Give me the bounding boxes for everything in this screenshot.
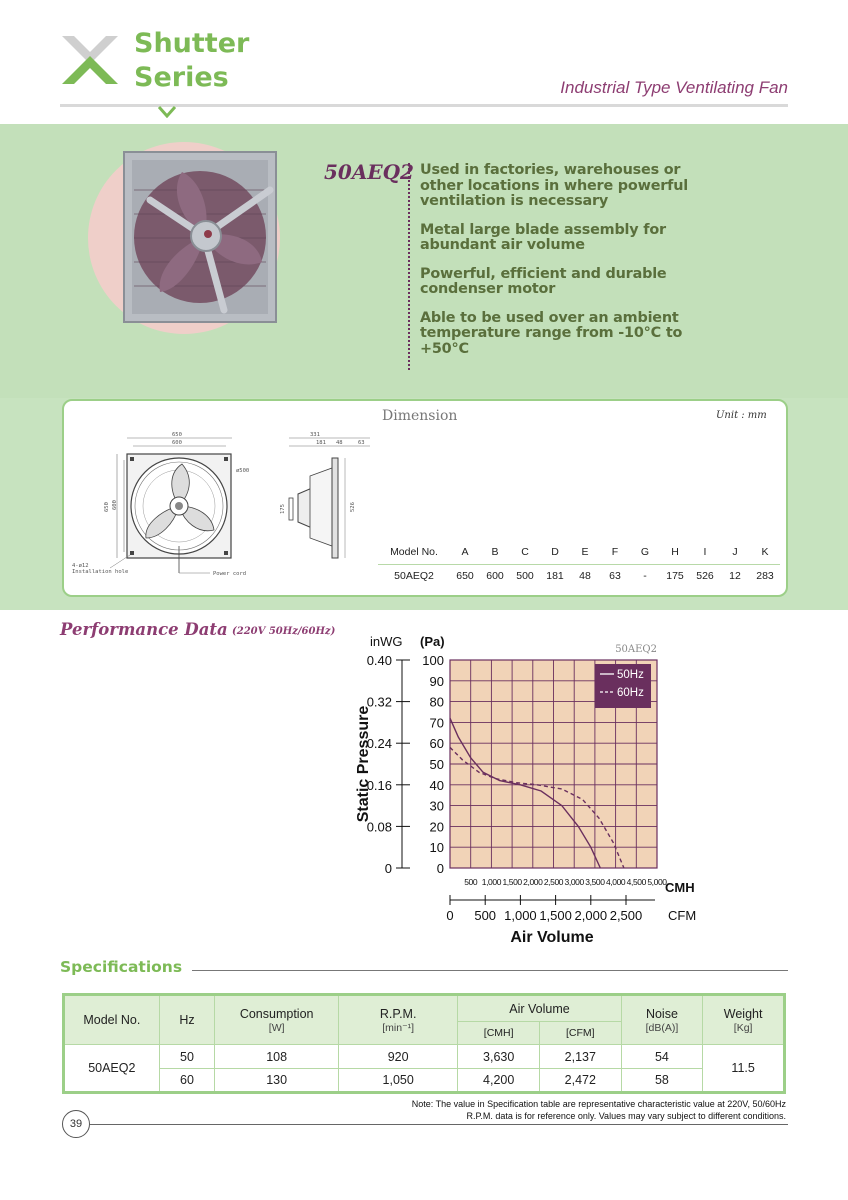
chart-title: 50AEQ2 [615, 644, 657, 655]
spec-header-noise [621, 995, 703, 1045]
x-unit-cmh: CMH [665, 880, 695, 895]
dim-label-depth-total: 331 [310, 432, 320, 438]
y-tick-label-pa: 10 [429, 840, 444, 856]
dim-label-h-inner: 600 [112, 500, 118, 510]
spec-header-air: Air Volume [458, 995, 621, 1022]
spec-header-rpm-unit: [min⁻¹] [382, 1021, 415, 1034]
y-tick-label-pa: 70 [429, 715, 444, 731]
y-tick-label-inwg: 0.16 [366, 777, 392, 793]
x-axis-label: Air Volume [510, 929, 594, 946]
dim-value: 181 [546, 570, 564, 583]
y-tick-label-inwg: 0 [384, 861, 392, 876]
chevron-down-icon [158, 106, 176, 118]
spec-header-weight-label: Weight [723, 1006, 763, 1021]
y-tick-label-pa: 30 [429, 798, 444, 814]
x-tick-label-cmh: 4,000 [605, 877, 626, 887]
footer-divider [90, 1124, 788, 1125]
x-tick-label-cfm: 1,500 [539, 908, 572, 923]
y-tick-label-inwg: 0.08 [366, 819, 392, 835]
spec-note-line-2: R.P.M. data is for reference only. Values may vary subject to different conditions. [466, 1111, 786, 1121]
spec-note-line-1: Note: The value in Specification table are representative characteristic value at 220V, 50/60Hz [411, 1099, 786, 1109]
x-tick-label-cfm: 2,000 [574, 908, 608, 923]
feature-item: Able to be used over an ambient temperature range from -10°C to +50°C [420, 309, 683, 357]
feature-item: Powerful, efficient and durable condenser motor [420, 265, 667, 297]
dim-value: 650 [456, 570, 474, 583]
x-tick-label-cmh: 1,000 [481, 877, 502, 887]
dim-value: 600 [486, 570, 504, 583]
spec-consumption: 108 [215, 1045, 339, 1069]
dim-col-header: C [510, 540, 540, 564]
dim-label-depth-a: 181 [316, 440, 326, 446]
dim-header-model: Model No. [378, 540, 450, 564]
spec-weight: 11.5 [703, 1045, 785, 1093]
dim-value: 283 [756, 570, 774, 583]
table-row [64, 1045, 785, 1069]
page-number: 39 [62, 1110, 90, 1138]
spec-header-rpm-label: R.P.M. [379, 1006, 417, 1021]
dim-value: 12 [729, 570, 741, 583]
specifications-table [62, 993, 786, 1094]
dim-value: 48 [579, 570, 591, 583]
series-name-line1: Shutter [134, 28, 250, 59]
dimension-table-header [378, 540, 780, 564]
spec-noise: 54 [621, 1045, 703, 1069]
product-model-name: 50AEQ2 [324, 160, 414, 184]
spec-noise: 58 [621, 1069, 703, 1093]
dim-col-header: I [690, 540, 720, 564]
legend-label: 60Hz [617, 687, 644, 699]
dimension-drawing [70, 428, 370, 583]
x-tick-label-cmh: 2,000 [523, 877, 543, 887]
dim-col-header: G [630, 540, 660, 564]
y-unit-pa: (Pa) [420, 634, 445, 649]
feature-list [408, 163, 698, 370]
x-tick-label-cmh: 2,500 [543, 877, 564, 887]
dimension-title: Dimension [382, 408, 458, 424]
x-tick-label-cfm: 0 [446, 908, 454, 923]
dim-label-w-inner: 600 [172, 440, 182, 446]
spec-cfm: 2,472 [539, 1069, 621, 1093]
spec-header-noise-unit: [dB(A)] [645, 1021, 679, 1034]
spec-header-weight [703, 995, 785, 1045]
dim-label-depth-b: 48 [336, 440, 343, 446]
ventilating-fan-image [120, 150, 280, 325]
spec-header-model: Model No. [64, 995, 160, 1045]
spec-header-cmh: [CMH] [458, 1022, 540, 1045]
spec-model: 50AEQ2 [64, 1045, 160, 1093]
dim-label-diameter: ø500 [236, 468, 250, 474]
dim-label-h-outer: 650 [104, 502, 110, 512]
spec-header-cfm: [CFM] [539, 1022, 621, 1045]
spec-cfm: 2,137 [539, 1045, 621, 1069]
brand-logo-icon [60, 32, 120, 88]
dim-col-header: E [570, 540, 600, 564]
spec-header-weight-unit: [Kg] [733, 1021, 753, 1034]
feature-item: Metal large blade assembly for abundant air volume [420, 221, 666, 253]
spec-hz: 60 [159, 1069, 215, 1093]
x-tick-label-cmh: 5,000 [647, 877, 667, 887]
y-tick-label-pa: 60 [429, 736, 444, 752]
dim-label-cord: 526 [350, 502, 356, 512]
dim-value: 500 [516, 570, 534, 583]
y-tick-label-inwg: 0.32 [366, 694, 392, 710]
x-tick-label-cmh: 3,000 [564, 877, 584, 887]
dim-col-header: B [480, 540, 510, 564]
dim-label-hole: 175 [280, 504, 286, 514]
power-cord-label: Power cord [213, 571, 247, 577]
spec-hz: 50 [159, 1045, 215, 1069]
table-row [64, 1069, 785, 1093]
x-tick-label-cmh: 500 [464, 877, 478, 887]
dim-col-header: F [600, 540, 630, 564]
specifications-title: Specifications [60, 958, 183, 976]
y-tick-label-pa: 20 [429, 819, 444, 835]
spec-header-noise-label: Noise [645, 1006, 678, 1021]
y-tick-label-pa: 0 [436, 861, 444, 876]
x-unit-cfm: CFM [668, 908, 697, 923]
x-tick-label-cfm: 500 [474, 908, 497, 923]
spec-consumption: 130 [215, 1069, 339, 1093]
performance-subtitle: (220V 50Hz/60Hz) [232, 626, 336, 637]
page-subtitle: Industrial Type Ventilating Fan [560, 78, 788, 97]
dim-value: - [643, 570, 647, 583]
dim-col-header: J [720, 540, 750, 564]
series-name-line2: Series [134, 62, 229, 93]
y-tick-label-inwg: 0.24 [366, 736, 392, 752]
y-unit-inwg: inWG [370, 634, 403, 649]
legend-label: 50Hz [617, 669, 644, 681]
spec-header-row [64, 995, 785, 1022]
dim-value: 526 [696, 570, 714, 583]
x-tick-label-cmh: 1,500 [502, 877, 522, 887]
dim-row-model: 50AEQ2 [394, 570, 434, 583]
spec-header-hz: Hz [159, 995, 215, 1045]
spec-header-consumption-unit: [W] [268, 1021, 285, 1034]
spec-cmh: 3,630 [458, 1045, 540, 1069]
dimension-unit: Unit : mm [716, 410, 767, 421]
y-tick-label-inwg: 0.40 [366, 653, 392, 668]
spec-header-consumption [215, 995, 339, 1045]
install-hole-label: 4-ø12 [72, 563, 89, 569]
y-axis-label: Static Pressure [355, 705, 372, 823]
dimension-table [378, 540, 780, 588]
table-row [378, 564, 780, 588]
x-tick-label-cfm: 2,500 [609, 908, 643, 923]
specification-note [266, 1098, 786, 1122]
install-hole-caption: Installation hole [72, 569, 129, 575]
x-tick-label-cfm: 1,000 [504, 908, 537, 923]
spec-header-consumption-label: Consumption [239, 1006, 314, 1021]
spec-header-rpm [338, 995, 457, 1045]
dim-col-header: D [540, 540, 570, 564]
dim-col-header: A [450, 540, 480, 564]
dim-col-header: H [660, 540, 690, 564]
dim-value: 175 [666, 570, 684, 583]
dim-col-header: K [750, 540, 780, 564]
y-tick-label-pa: 100 [422, 653, 444, 668]
x-tick-label-cmh: 4,500 [626, 877, 646, 887]
y-tick-label-pa: 90 [429, 673, 444, 689]
spec-rpm: 1,050 [338, 1069, 457, 1093]
x-tick-label-cmh: 3,500 [585, 877, 605, 887]
y-tick-label-pa: 80 [429, 694, 444, 710]
y-tick-label-pa: 50 [429, 757, 444, 772]
performance-chart [340, 628, 720, 950]
specifications-divider [192, 970, 788, 971]
dim-value: 63 [609, 570, 621, 583]
spec-cmh: 4,200 [458, 1069, 540, 1093]
spec-rpm: 920 [338, 1045, 457, 1069]
y-tick-label-pa: 40 [429, 777, 444, 793]
performance-title: Performance Data [60, 620, 228, 639]
feature-item: Used in factories, warehouses or other locations in where powerful ventilation is necessary [420, 162, 688, 209]
dim-label-w-outer: 650 [172, 432, 182, 438]
dim-label-depth-c: 63 [358, 440, 365, 446]
